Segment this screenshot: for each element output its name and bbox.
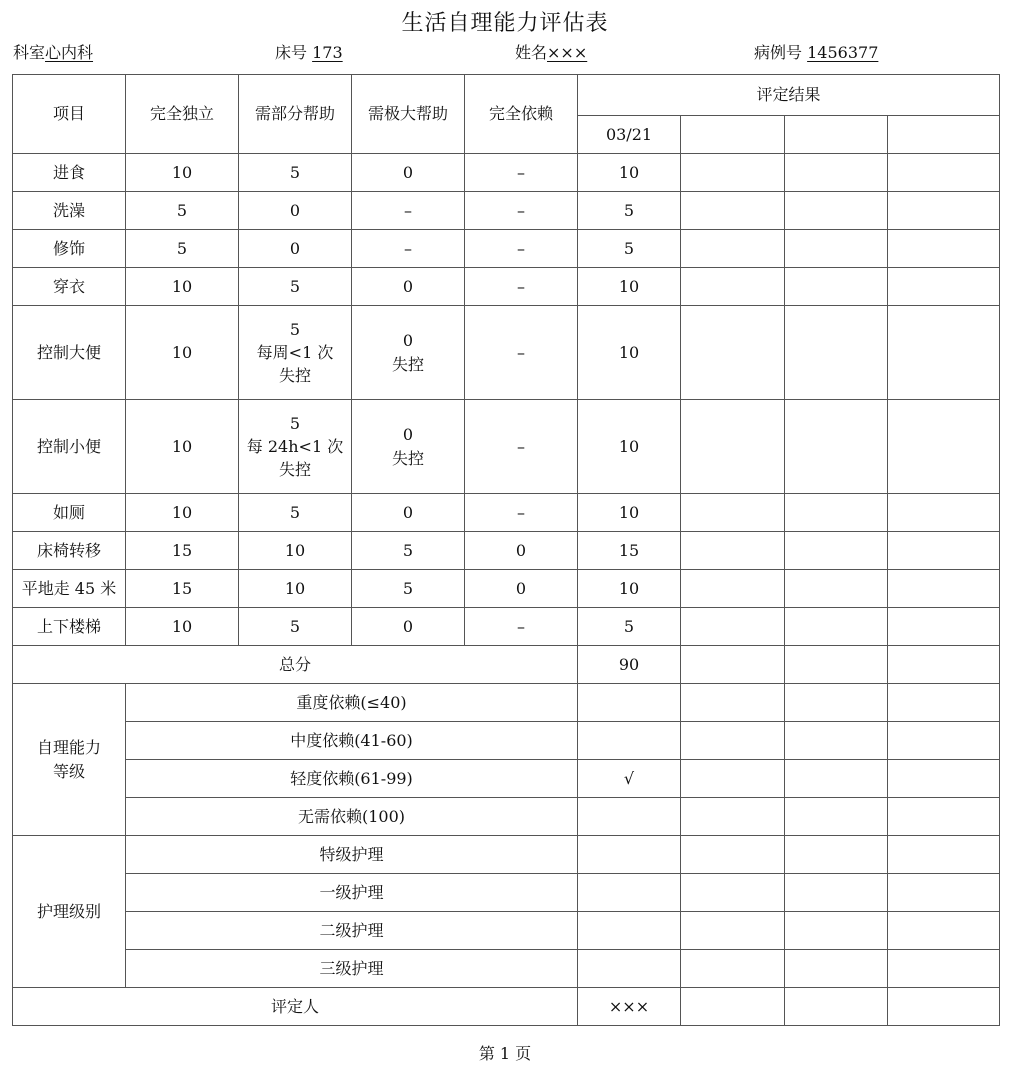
cell-great-help: 5 xyxy=(352,532,465,570)
cell-result-4 xyxy=(888,684,1000,722)
dept-label: 科室 xyxy=(13,43,46,62)
cell-result-2 xyxy=(681,798,785,836)
cell-result-4 xyxy=(888,400,1000,494)
cell-full-dependent: – xyxy=(465,494,578,532)
case-label: 病例号 xyxy=(754,43,803,62)
cell-result-3 xyxy=(785,912,888,950)
table-row xyxy=(13,268,1000,306)
cell-result-4 xyxy=(888,154,1000,192)
cell-result-3 xyxy=(785,646,888,684)
header-result: 评定结果 xyxy=(578,75,1000,116)
cell-result-2 xyxy=(681,760,785,798)
cell-partial-help: 5 xyxy=(239,154,352,192)
assessor-row xyxy=(13,988,1000,1026)
cell-line: 失控 xyxy=(278,366,311,386)
selfcare-row xyxy=(13,684,1000,722)
cell-line: 0 xyxy=(402,425,414,445)
selfcare-level-mark: √ xyxy=(578,760,681,798)
cell-great-help: – xyxy=(352,230,465,268)
cell-result-4 xyxy=(888,268,1000,306)
cell-result-4 xyxy=(888,608,1000,646)
cell-result-3 xyxy=(785,400,888,494)
cell-result-4 xyxy=(888,912,1000,950)
cell-line: 失控 xyxy=(391,448,424,468)
cell-result-4 xyxy=(888,306,1000,400)
table-row xyxy=(13,154,1000,192)
selfcare-level-mark xyxy=(578,684,681,722)
cell-result-1 xyxy=(578,874,681,912)
cell-partial-help: 5 xyxy=(239,608,352,646)
cell-result-1: 10 xyxy=(578,400,681,494)
page-number: 第 1 页 xyxy=(478,1044,532,1063)
cell-partial-help xyxy=(239,306,352,400)
table-row xyxy=(13,230,1000,268)
selfcare-level-label: 重度依赖(≤40) xyxy=(126,684,578,722)
header-great-help: 需极大帮助 xyxy=(352,75,465,154)
cell-great-help: 0 xyxy=(352,268,465,306)
cell-line: 失控 xyxy=(391,354,424,374)
bed-label: 床号 xyxy=(275,43,308,62)
cell-result-3 xyxy=(785,608,888,646)
nursing-row xyxy=(13,836,1000,874)
header-full-dependent: 完全依赖 xyxy=(465,75,578,154)
cell-result-2 xyxy=(681,230,785,268)
cell-result-2 xyxy=(681,874,785,912)
cell-result-2 xyxy=(681,722,785,760)
cell-result-2 xyxy=(681,570,785,608)
case-value: 1456377 xyxy=(807,43,879,62)
cell-result-2 xyxy=(681,192,785,230)
cell-result-1: 10 xyxy=(578,570,681,608)
cell-result-2 xyxy=(681,684,785,722)
cell-line: 每周<1 次 xyxy=(256,342,334,362)
row-item: 床椅转移 xyxy=(13,532,126,570)
cell-partial-help xyxy=(239,400,352,494)
cell-full-independent: 10 xyxy=(126,306,239,400)
selfcare-level-mark xyxy=(578,722,681,760)
cell-result-2 xyxy=(681,400,785,494)
row-item: 控制大便 xyxy=(13,306,126,400)
cell-great-help: – xyxy=(352,192,465,230)
nursing-level-label: 三级护理 xyxy=(126,950,578,988)
dept-field xyxy=(13,40,93,63)
cell-full-independent: 10 xyxy=(126,268,239,306)
cell-result-2 xyxy=(681,494,785,532)
cell-great-help xyxy=(352,400,465,494)
cell-full-independent: 15 xyxy=(126,532,239,570)
cell-result-3 xyxy=(785,268,888,306)
cell-result-4 xyxy=(888,836,1000,874)
cell-result-1: 5 xyxy=(578,608,681,646)
cell-great-help xyxy=(352,306,465,400)
cell-great-help: 5 xyxy=(352,570,465,608)
cell-full-dependent: – xyxy=(465,400,578,494)
cell-result-3 xyxy=(785,950,888,988)
cell-partial-help: 5 xyxy=(239,494,352,532)
cell-result-3 xyxy=(785,570,888,608)
cell-result-3 xyxy=(785,192,888,230)
row-item: 穿衣 xyxy=(13,268,126,306)
cell-result-4 xyxy=(888,722,1000,760)
cell-result-2 xyxy=(681,608,785,646)
selfcare-level-label: 无需依赖(100) xyxy=(126,798,578,836)
cell-great-help: 0 xyxy=(352,608,465,646)
cell-full-independent: 10 xyxy=(126,400,239,494)
cell-full-dependent: – xyxy=(465,268,578,306)
row-item: 修饰 xyxy=(13,230,126,268)
cell-partial-help: 5 xyxy=(239,268,352,306)
cell-result-2 xyxy=(681,912,785,950)
cell-result-2 xyxy=(681,950,785,988)
table-row xyxy=(13,306,1000,400)
cell-result-1: 10 xyxy=(578,268,681,306)
assessor-value: ××× xyxy=(578,988,681,1026)
cell-full-dependent: – xyxy=(465,306,578,400)
cell-result-3 xyxy=(785,532,888,570)
cell-result-3 xyxy=(785,836,888,874)
cell-great-help: 0 xyxy=(352,154,465,192)
cell-full-independent: 10 xyxy=(126,494,239,532)
nursing-group-label: 护理级别 xyxy=(13,836,126,988)
cell-result-1 xyxy=(578,950,681,988)
assessor-label: 评定人 xyxy=(13,988,578,1026)
cell-result-3 xyxy=(785,684,888,722)
table-row xyxy=(13,608,1000,646)
table-row xyxy=(13,570,1000,608)
case-field xyxy=(754,40,878,63)
row-item: 如厕 xyxy=(13,494,126,532)
header-date-4 xyxy=(888,116,1000,154)
header-date-3 xyxy=(785,116,888,154)
selfcare-row xyxy=(13,760,1000,798)
cell-result-2 xyxy=(681,154,785,192)
name-value: ××× xyxy=(547,43,588,62)
bed-field xyxy=(275,40,343,63)
cell-result-1: 10 xyxy=(578,154,681,192)
form-title: 生活自理能力评估表 xyxy=(401,11,609,36)
cell-result-1: 10 xyxy=(578,494,681,532)
row-item: 洗澡 xyxy=(13,192,126,230)
selfcare-level-label: 轻度依赖(61-99) xyxy=(126,760,578,798)
cell-result-2 xyxy=(681,532,785,570)
assessment-table xyxy=(12,74,1000,1026)
cell-full-dependent: – xyxy=(465,608,578,646)
total-row xyxy=(13,646,1000,684)
cell-result-1: 5 xyxy=(578,192,681,230)
cell-line: 5 xyxy=(289,319,301,339)
cell-full-dependent: 0 xyxy=(465,532,578,570)
table-row xyxy=(13,192,1000,230)
cell-result-4 xyxy=(888,646,1000,684)
selfcare-label-line: 等级 xyxy=(52,761,85,781)
cell-full-independent: 5 xyxy=(126,192,239,230)
cell-result-1 xyxy=(578,912,681,950)
cell-line: 0 xyxy=(402,331,414,351)
nursing-row xyxy=(13,912,1000,950)
nursing-row xyxy=(13,950,1000,988)
cell-result-3 xyxy=(785,760,888,798)
cell-result-4 xyxy=(888,760,1000,798)
cell-result-4 xyxy=(888,570,1000,608)
header-date-1: 03/21 xyxy=(578,116,681,154)
cell-result-2 xyxy=(681,306,785,400)
cell-result-4 xyxy=(888,874,1000,912)
selfcare-level-label: 中度依赖(41-60) xyxy=(126,722,578,760)
row-item: 上下楼梯 xyxy=(13,608,126,646)
cell-result-3 xyxy=(785,230,888,268)
selfcare-level-mark xyxy=(578,798,681,836)
header-row xyxy=(13,75,1000,116)
cell-line: 5 xyxy=(289,413,301,433)
cell-result-3 xyxy=(785,722,888,760)
row-item: 控制小便 xyxy=(13,400,126,494)
cell-result-4 xyxy=(888,494,1000,532)
cell-result-4 xyxy=(888,532,1000,570)
cell-result-2 xyxy=(681,988,785,1026)
cell-full-dependent: – xyxy=(465,154,578,192)
cell-full-independent: 10 xyxy=(126,608,239,646)
cell-result-3 xyxy=(785,988,888,1026)
cell-result-2 xyxy=(681,268,785,306)
cell-result-4 xyxy=(888,950,1000,988)
cell-result-4 xyxy=(888,798,1000,836)
row-item: 进食 xyxy=(13,154,126,192)
table-row xyxy=(13,532,1000,570)
patient-info xyxy=(13,40,998,64)
dept-value: 心内科 xyxy=(45,43,94,62)
nursing-level-label: 二级护理 xyxy=(126,912,578,950)
cell-full-independent: 5 xyxy=(126,230,239,268)
cell-result-2 xyxy=(681,646,785,684)
nursing-level-label: 特级护理 xyxy=(126,836,578,874)
selfcare-row xyxy=(13,722,1000,760)
cell-result-2 xyxy=(681,836,785,874)
cell-result-1: 15 xyxy=(578,532,681,570)
cell-result-3 xyxy=(785,154,888,192)
total-label: 总分 xyxy=(13,646,578,684)
cell-result-4 xyxy=(888,230,1000,268)
cell-result-1: 10 xyxy=(578,306,681,400)
cell-partial-help: 10 xyxy=(239,532,352,570)
header-date-2 xyxy=(681,116,785,154)
header-item: 项目 xyxy=(13,75,126,154)
bed-value: 173 xyxy=(312,43,343,62)
table-row xyxy=(13,400,1000,494)
cell-result-3 xyxy=(785,494,888,532)
cell-line: 失控 xyxy=(278,460,311,480)
name-label: 姓名 xyxy=(515,43,548,62)
header-full-independent: 完全独立 xyxy=(126,75,239,154)
cell-full-independent: 10 xyxy=(126,154,239,192)
cell-full-dependent: 0 xyxy=(465,570,578,608)
cell-full-dependent: – xyxy=(465,192,578,230)
selfcare-row xyxy=(13,798,1000,836)
row-item: 平地走 45 米 xyxy=(13,570,126,608)
cell-line: 每 24h<1 次 xyxy=(246,436,344,456)
cell-result-4 xyxy=(888,988,1000,1026)
cell-result-1: 5 xyxy=(578,230,681,268)
cell-result-4 xyxy=(888,192,1000,230)
header-partial-help: 需部分帮助 xyxy=(239,75,352,154)
name-field xyxy=(515,40,587,63)
cell-result-3 xyxy=(785,798,888,836)
cell-result-3 xyxy=(785,306,888,400)
table-row xyxy=(13,494,1000,532)
total-value: 90 xyxy=(578,646,681,684)
cell-great-help: 0 xyxy=(352,494,465,532)
selfcare-group-label xyxy=(13,684,126,836)
nursing-level-label: 一级护理 xyxy=(126,874,578,912)
cell-partial-help: 10 xyxy=(239,570,352,608)
cell-full-dependent: – xyxy=(465,230,578,268)
cell-result-1 xyxy=(578,836,681,874)
cell-result-3 xyxy=(785,874,888,912)
selfcare-label-line: 自理能力 xyxy=(36,738,101,758)
cell-full-independent: 15 xyxy=(126,570,239,608)
nursing-row xyxy=(13,874,1000,912)
cell-partial-help: 0 xyxy=(239,192,352,230)
cell-partial-help: 0 xyxy=(239,230,352,268)
